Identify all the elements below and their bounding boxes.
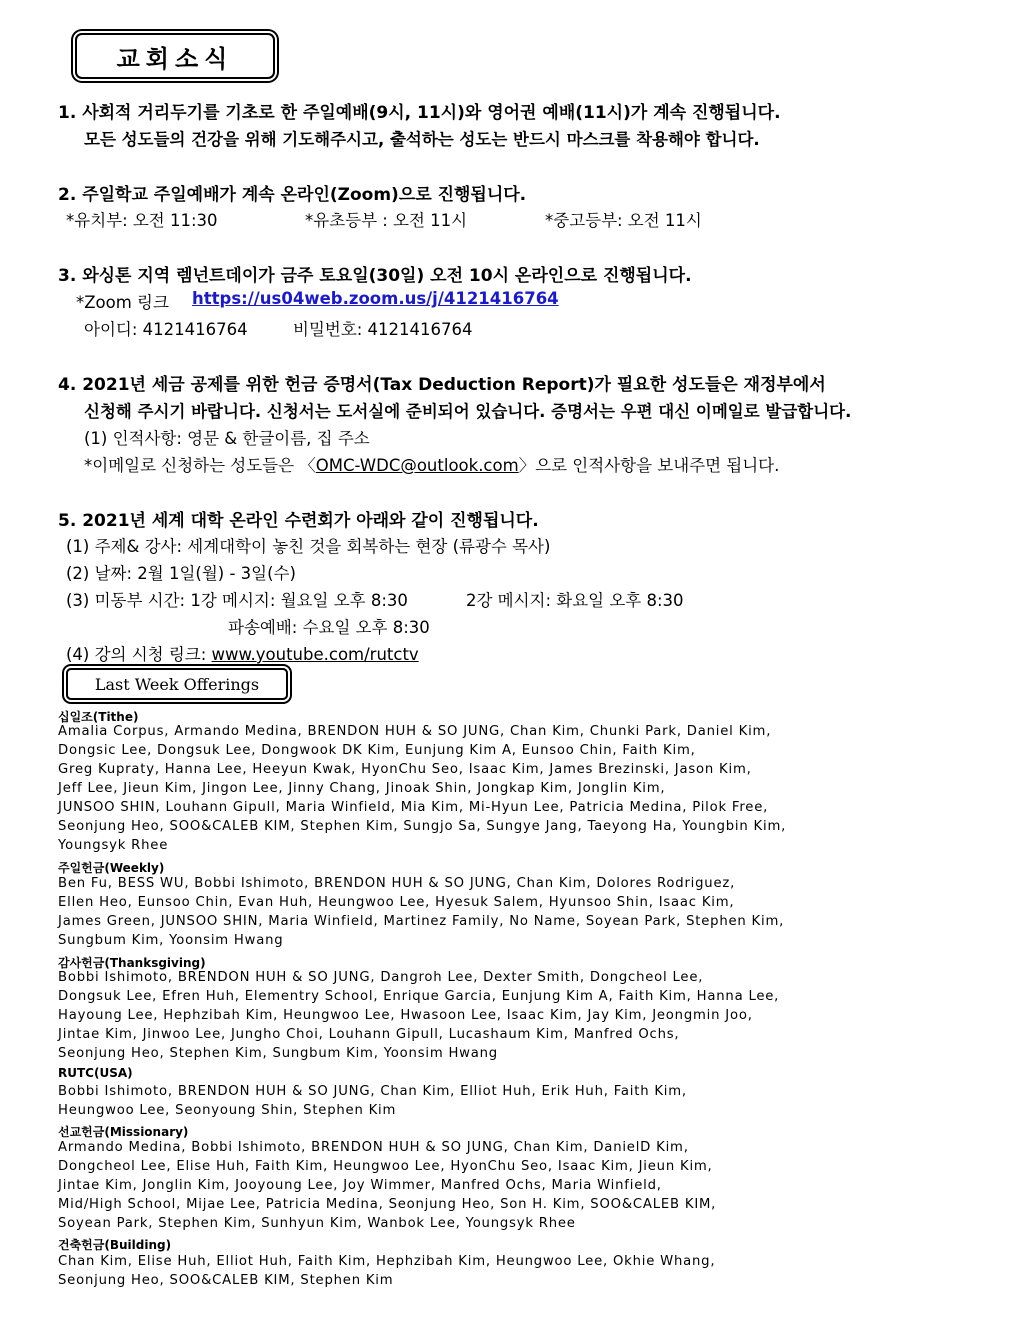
name-line: Sungbum Kim, Yoonsim Hwang (58, 933, 284, 948)
zoom-link-label: *Zoom 링크 (76, 293, 169, 312)
notice-4-heading: 4. 2021년 세금 공제를 위한 헌금 증명서(Tax Deduction Report)가 필요한 성도들은 재정부에서 (58, 375, 826, 395)
name-line: Bobbi Ishimoto, BRENDON HUH & SO JUNG, Chan Kim, Elliot Huh, Erik Huh, Faith Kim, (58, 1084, 687, 1099)
email-link[interactable]: OMC-WDC@outlook.com (315, 456, 519, 475)
name-line: Hayoung Lee, Hephzibah Kim, Heungwoo Lee, Hwasoon Lee, Isaac Kim, Jay Kim, Jeongmin Joo, (58, 1008, 753, 1023)
notice-5-date: (2) 날짜: 2월 1일(월) - 3일(수) (66, 564, 296, 583)
youth-time: *중고등부: 오전 11시 (545, 211, 702, 230)
category-missionary: 선교헌금(Missionary) (58, 1125, 189, 1139)
notice-3-heading: 3. 와싱톤 지역 렘넌트데이가 금주 토요일(30일) 오전 10시 온라인으로 진행됩니다. (58, 266, 692, 286)
notice-4-email-line (84, 452, 779, 476)
tithe-names (58, 722, 948, 855)
name-line: JUNSOO SHIN, Louhann Gipull, Maria Winfield, Mia Kim, Mi-Hyun Lee, Patricia Medina, Pilok Free, (58, 800, 769, 815)
page-title: 교회소식 (75, 33, 275, 79)
missionary-names (58, 1138, 948, 1233)
notice-2-heading: 2. 주일학교 주일예배가 계속 온라인(Zoom)으로 진행됩니다. (58, 185, 527, 205)
name-line: Ellen Heo, Eunsoo Chin, Evan Huh, Heungwoo Lee, Hyesuk Salem, Hyunsoo Shin, Isaac Kim, (58, 895, 735, 910)
notice-1-line2: 모든 성도들의 건강을 위해 기도해주시고, 출석하는 성도는 반드시 마스크를 착용해야 합니다. (84, 130, 760, 149)
name-line: Dongcheol Lee, Elise Huh, Faith Kim, Heungwoo Lee, HyonChu Seo, Isaac Kim, Jieun Kim, (58, 1159, 713, 1174)
youtube-link[interactable]: www.youtube.com/rutctv (211, 645, 419, 664)
name-line: Amalia Corpus, Armando Medina, BRENDON HUH & SO JUNG, Chan Kim, Chunki Park, Daniel Kim, (58, 724, 772, 739)
email-prefix: *이메일로 신청하는 성도들은 〈 (84, 456, 316, 475)
name-line: Armando Medina, Bobbi Ishimoto, BRENDON HUH & SO JUNG, Chan Kim, DanielD Kim, (58, 1140, 689, 1155)
rutc-names (58, 1082, 948, 1120)
category-rutc: RUTC(USA) (58, 1066, 133, 1080)
kindergarten-time: *유치부: 오전 11:30 (66, 211, 218, 230)
zoom-link[interactable]: https://us04web.zoom.us/j/4121416764 (192, 289, 559, 308)
notice-5-time-3: 파송예배: 수요일 오후 8:30 (228, 618, 430, 637)
notice-5-time-1: (3) 미동부 시간: 1강 메시지: 월요일 오후 8:30 (66, 591, 408, 610)
youtube-link-label: (4) 강의 시청 링크: (66, 645, 212, 664)
name-line: Ben Fu, BESS WU, Bobbi Ishimoto, BRENDON HUH & SO JUNG, Chan Kim, Dolores Rodriguez, (58, 876, 736, 891)
name-line: Mid/High School, Mijae Lee, Patricia Medina, Seonjung Heo, Son H. Kim, SOO&CALEB KIM, (58, 1197, 717, 1212)
notice-5-link-line (66, 641, 419, 665)
name-line: Greg Kupraty, Hanna Lee, Heeyun Kwak, HyonChu Seo, Isaac Kim, James Brezinski, Jason Kim, (58, 762, 752, 777)
name-line: Seonjung Heo, SOO&CALEB KIM, Stephen Kim (58, 1273, 394, 1288)
category-building: 건축헌금(Building) (58, 1238, 172, 1252)
name-line: Dongsuk Lee, Efren Huh, Elementry School, Enrique Garcia, Eunjung Kim A, Faith Kim, Hanna Lee, (58, 989, 780, 1004)
name-line: Heungwoo Lee, Seonyoung Shin, Stephen Kim (58, 1103, 397, 1118)
elementary-time: *유초등부 : 오전 11시 (305, 211, 468, 230)
notice-5-topic: (1) 주제& 강사: 세계대학이 놓친 것을 회복하는 현장 (류광수 목사) (66, 537, 551, 556)
building-names (58, 1252, 948, 1290)
notice-1-heading: 1. 사회적 거리두기를 기초로 한 주일예배(9시, 11시)와 영어권 예배(11시)가 계속 진행됩니다. (58, 103, 781, 123)
name-line: Jintae Kim, Jinwoo Lee, Jungho Choi, Louhann Gipull, Lucashaum Kim, Manfred Ochs, (58, 1027, 680, 1042)
category-thanksgiving: 감사헌금(Thanksgiving) (58, 956, 206, 970)
name-line: Bobbi Ishimoto, BRENDON HUH & SO JUNG, Dangroh Lee, Dexter Smith, Dongcheol Lee, (58, 970, 704, 985)
name-line: Jeff Lee, Jieun Kim, Jingon Lee, Jinny Chang, Jinoak Shin, Jongkap Kim, Jonglin Kim, (58, 781, 666, 796)
name-line: James Green, JUNSOO SHIN, Maria Winfield, Martinez Family, No Name, Soyean Park, Stephen Kim, (58, 914, 785, 929)
thanksgiving-names (58, 968, 948, 1063)
zoom-password: 비밀번호: 4121416764 (293, 320, 473, 339)
category-tithe: 십일조(Tithe) (58, 710, 139, 724)
notice-5-heading: 5. 2021년 세계 대학 온라인 수련회가 아래와 같이 진행됩니다. (58, 511, 539, 531)
name-line: Dongsic Lee, Dongsuk Lee, Dongwook DK Kim, Eunjung Kim A, Eunsoo Chin, Faith Kim, (58, 743, 696, 758)
notice-5-time-2: 2강 메시지: 화요일 오후 8:30 (466, 591, 684, 610)
name-line: Seonjung Heo, Stephen Kim, Sungbum Kim, Yoonsim Hwang (58, 1046, 498, 1061)
email-suffix: 〉으로 인적사항을 보내주면 됩니다. (518, 456, 780, 475)
name-line: Seonjung Heo, SOO&CALEB KIM, Stephen Kim, Sungjo Sa, Sungye Jang, Taeyong Ha, Youngbin Kim, (58, 819, 787, 834)
name-line: Youngsyk Rhee (58, 838, 169, 853)
category-weekly: 주일헌금(Weekly) (58, 861, 165, 875)
name-line: Chan Kim, Elise Huh, Elliot Huh, Faith Kim, Hephzibah Kim, Heungwoo Lee, Okhie Whang, (58, 1254, 716, 1269)
zoom-id: 아이디: 4121416764 (84, 320, 248, 339)
notice-4-line3: (1) 인적사항: 영문 & 한글이름, 집 주소 (84, 429, 370, 448)
name-line: Soyean Park, Stephen Kim, Sunhyun Kim, Wanbok Lee, Youngsyk Rhee (58, 1216, 576, 1231)
name-line: Jintae Kim, Jonglin Kim, Jooyoung Lee, Joy Wimmer, Manfred Ochs, Maria Winfield, (58, 1178, 662, 1193)
notice-4-line2: 신청해 주시기 바랍니다. 신청서는 도서실에 준비되어 있습니다. 증명서는 우편 대신 이메일로 발급합니다. (84, 402, 852, 421)
weekly-names (58, 874, 948, 950)
offerings-title: Last Week Offerings (66, 668, 288, 700)
